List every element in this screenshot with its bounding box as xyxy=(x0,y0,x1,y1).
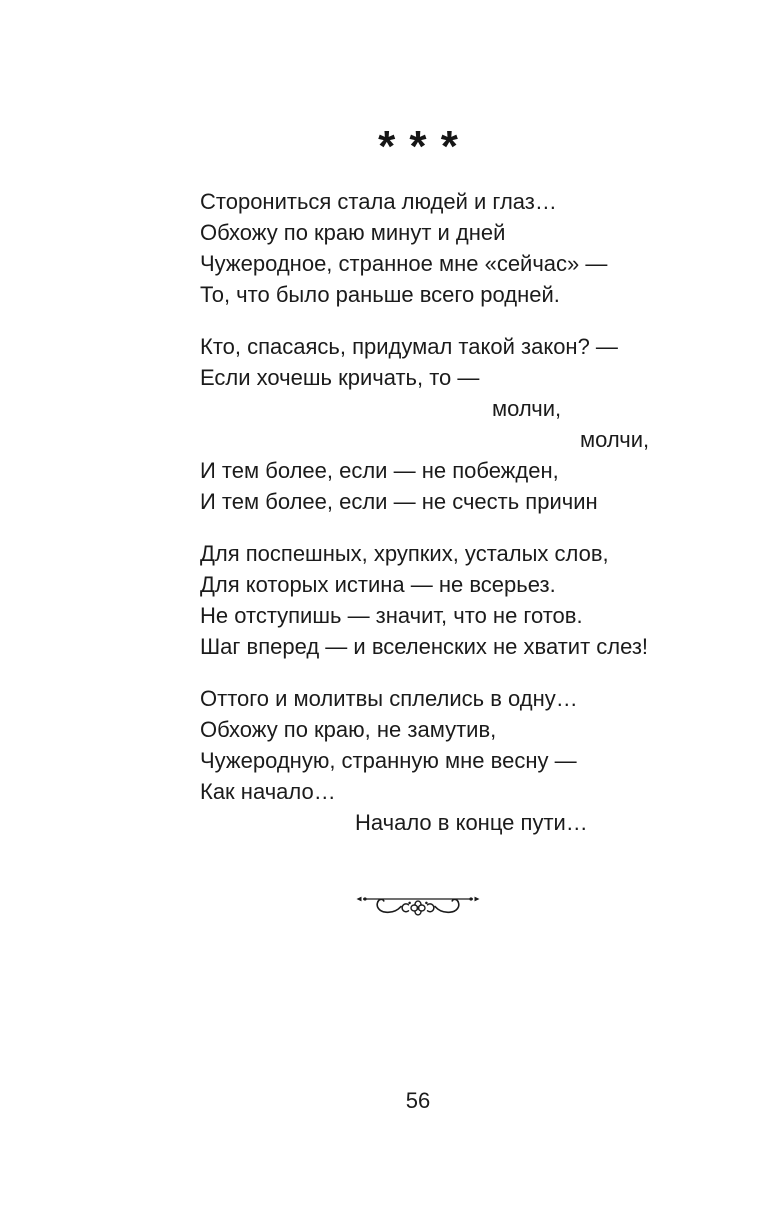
poem-line: Для которых истина — не всерьез. xyxy=(200,572,556,597)
poem-line: Для поспешных, хрупких, усталых слов, xyxy=(200,541,609,566)
poem-line-indented: Начало в конце пути… xyxy=(355,810,588,835)
poem-line: Чужеродную, странную мне весну — xyxy=(200,748,577,773)
poem-title-asterisks: * * * xyxy=(378,122,458,171)
poem-line: Сторониться стала людей и глаз… xyxy=(200,189,557,214)
stanza-4 xyxy=(200,683,649,838)
page-number: 56 xyxy=(405,1088,431,1113)
stanza-3 xyxy=(200,538,649,662)
poem-line: Чужеродное, странное мне «сейчас» — xyxy=(200,251,608,276)
poem-line: Кто, спасаясь, придумал такой закон? — xyxy=(200,334,618,359)
poem-line-indented: молчи, xyxy=(580,427,650,452)
poem-line: Шаг вперед — и вселенских не хватит слез! xyxy=(200,634,649,659)
poem-line: И тем более, если — не побежден, xyxy=(200,458,559,483)
poem-line: То, что было раньше всего родней. xyxy=(200,282,560,307)
poem-line: Если хочешь кричать, то — xyxy=(200,365,480,390)
poem-line: Как начало… xyxy=(200,779,336,804)
poem-text xyxy=(200,186,649,838)
poem-line: Обхожу по краю, не замутив, xyxy=(200,717,497,742)
poem-line: Оттого и молитвы сплелись в одну… xyxy=(200,686,578,711)
poem-line: Обхожу по краю минут и дней xyxy=(200,220,506,245)
stanza-2 xyxy=(200,331,649,517)
poem-line: Не отступишь — значит, что не готов. xyxy=(200,603,583,628)
poem-line-indented: молчи, xyxy=(492,396,562,421)
floral-flourish-divider-icon xyxy=(356,894,480,920)
poem-line: И тем более, если — не счесть причин xyxy=(200,489,598,514)
stanza-1 xyxy=(200,186,649,310)
